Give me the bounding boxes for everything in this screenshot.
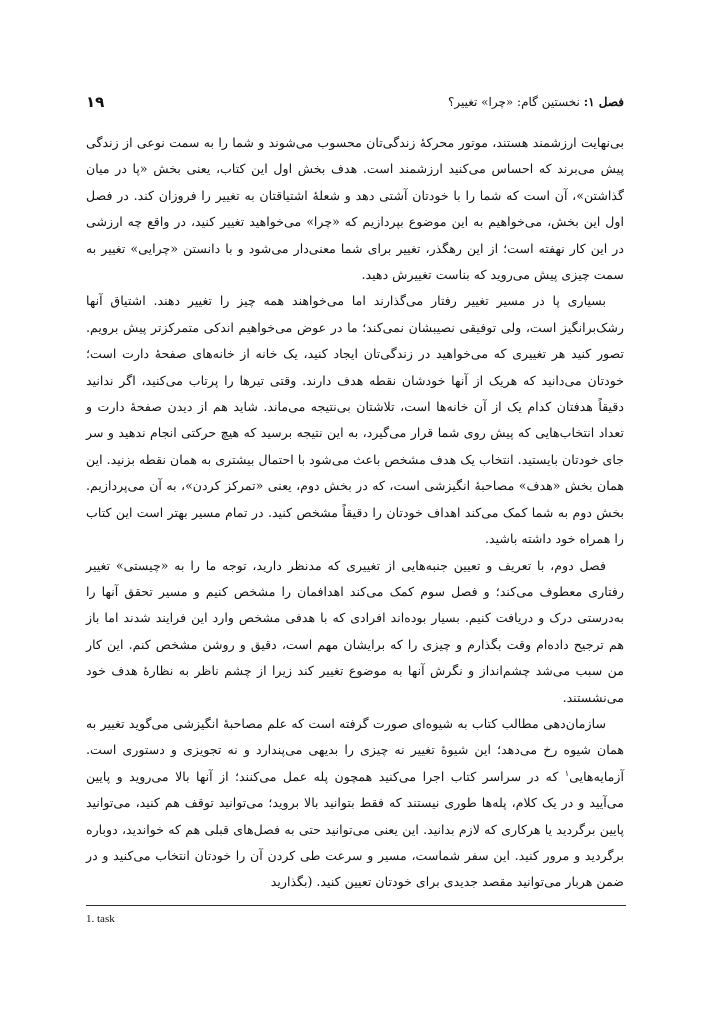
page-number: ۱۹ <box>86 93 105 111</box>
chapter-label: فصل ۱: <box>583 95 624 109</box>
footnote-marker: ۱ <box>564 768 570 778</box>
paragraph-4-text-after-note: که در سراسر کتاب اجرا می‌کنید همچون پله عمل می‌کنند؛ از آنها بالا می‌روید و پایین می‌آیید و در یک کلام، پله‌ها طوری نیستند که فقط بتوانید بالا بروید؛ می‌توانید توقف هم کنید، می‌توانید پایین برگردید یا هرکاری که لازم بدانید. این یعنی می‌توانید حتی به فصل‌های قبلی هم که خواندید، دوباره برگردید و مرور کنید. این سفر شماست، مسیر و سرعت طی کردن آن را خودتان انتخاب می‌کنید و در ضمن هربار می‌توانید مقصد جدیدی برای خودتان تعیین کنید. (بگذارید <box>86 768 624 890</box>
paragraph-1: بی‌نهایت ارزشمند هستند، موتور محرکۀ زندگی‌تان محسوب می‌شوند و شما را به سمت نوعی از زندگی پیش می‌برند که احساس می‌کنید ارزشمند است. هدف بخش اول این کتاب، یعنی بخش «پا در میان گذاشتن»، آن است که شما را با خودتان آشتی دهد و شعلۀ اشتیاقتان به تغییر را فروزان کند. در فصل اول این بخش، می‌خواهیم به این موضوع بپردازیم که «چرا» می‌خواهید تغییر کنید، در واقع چه ارزشی در این کار نهفته است؛ از این رهگذر، تغییر برای شما معنی‌دار می‌شود و با دانستن «چرایی» تغییر به سمت چیزی پیش می‌روید که بناست تغییرش دهید. <box>86 135 624 283</box>
footnote-divider <box>86 905 626 906</box>
footnote: 1. task <box>86 913 115 925</box>
chapter-title: نخستین گام: «چرا» تغییر؟ <box>447 95 580 109</box>
paragraph-4-text-before-note: سازمان‌دهی مطالب کتاب به شیوه‌ای صورت گرفته است که علم مصاحبۀ انگیزشی می‌گوید تغییر به همان شیوه رخ می‌دهد؛ این شیوۀ تغییر نه چیزی را بدیهی می‌پندارد و نه تجویزی و دستوری است. آزمایه‌هایی <box>86 715 624 784</box>
running-title <box>448 95 624 109</box>
paragraph-4 <box>86 711 624 896</box>
body-text <box>86 130 624 896</box>
running-header <box>86 88 624 116</box>
paragraph-3: فصل دوم، با تعریف و تعیین جنبه‌هایی از تغییری که مدنظر دارید، توجه ما را به «چیستی» تغییر رفتاری معطوف می‌کند؛ و فصل سوم کمک می‌کند اهدافمان را مشخص کنیم و مسیر تحقق آنها را به‌درستی درک و دریافت کنیم. بسیار بوده‌اند افرادی که با هدفی مشخص وارد این فرایند شدند اما باز هم ترجیح داده‌ام وقت بگذارم و چیزی را که برایشان مهم است، دقیق و روشن مشخص کنم. این کار من سبب می‌شد چشم‌انداز و نگرش آنها به موضوع تغییر کند زیرا از چشم ناظر به نظارۀ هدف خود می‌نشستند. <box>86 557 624 705</box>
paragraph-2: بسیاری پا در مسیر تغییر رفتار می‌گذارند اما می‌خواهند همه چیز را تغییر دهند. اشتیاق آنها رشک‌برانگیز است، ولی توفیقی نصیبشان نمی‌کند؛ ما در عوض می‌خواهیم اندکی متمرکزتر پیش برویم. تصور کنید هر تغییری که می‌خواهید در زندگی‌تان ایجاد کنید، یک خانه از خانه‌های صفحۀ دارت است؛ خودتان می‌دانید که هریک از آنها خودشان نقطه هدف دارند. وقتی تیرها را پرتاب می‌کنید، اگر ندانید دقیقاً هدفتان کدام یک از آن خانه‌ها است، تلاشتان بی‌نتیجه می‌ماند. شاید هم از دیدن صفحۀ دارت و تعداد انتخاب‌هایی که پیش روی شما قرار می‌گیرد، به این نتیجه برسید که هیچ حرکتی انجام ندهید و سر جای خودتان بایستید. انتخاب یک هدف مشخص باعث می‌شود با احتمال بیشتری به همان نقطه بزنید. این همان بخش «هدف» مصاحبۀ انگیزشی است، که در بخش دوم، یعنی «تمرکز کردن»، به آن می‌پردازیم. بخش دوم به شما کمک می‌کند اهداف خودتان را دقیقاً مشخص کنید. در تمام مسیر بهتر است این کتاب را همراه خود داشته باشید. <box>86 293 624 547</box>
